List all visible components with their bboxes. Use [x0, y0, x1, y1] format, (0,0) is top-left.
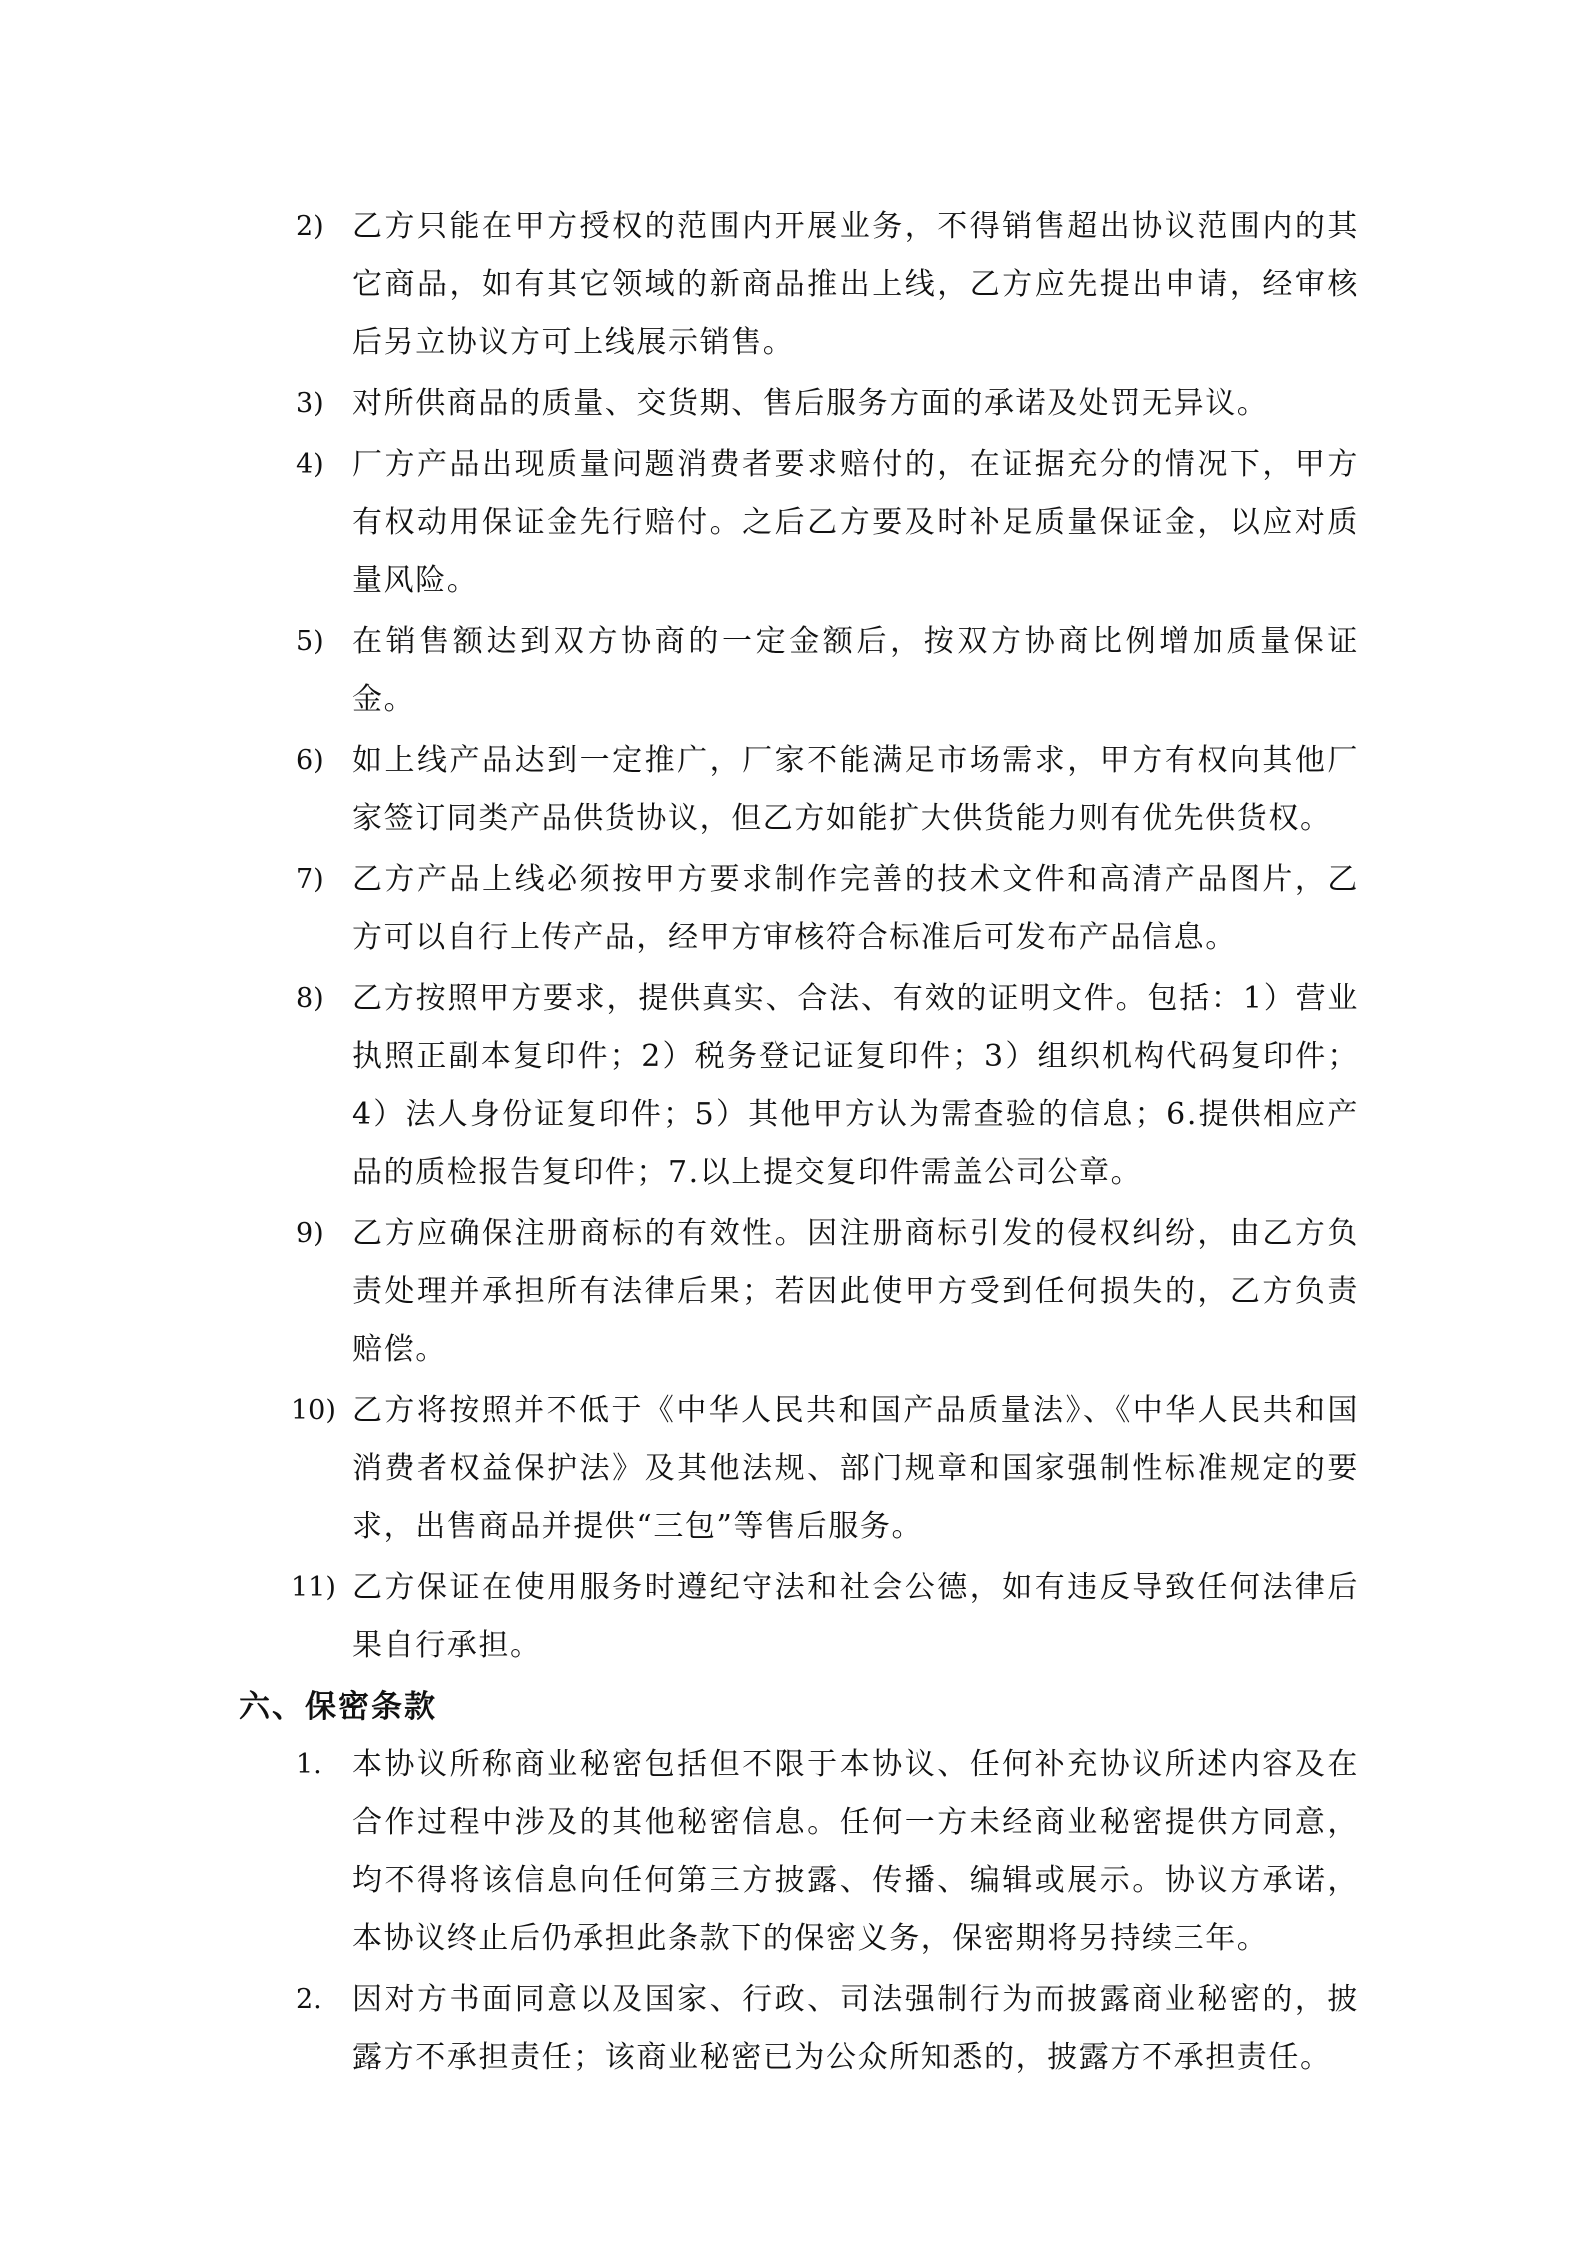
- clause-number: 8): [296, 983, 324, 1014]
- clause-text: 在销售额达到双方协商的一定金额后，按双方协商比例增加质量保证金。: [352, 624, 1359, 717]
- clause-item: [239, 198, 1359, 372]
- clause-item: [239, 613, 1359, 729]
- clause-text: 本协议所称商业秘密包括但不限于本协议、任何补充协议所述内容及在合作过程中涉及的其他秘密信息。任何一方未经商业秘密提供方同意，均不得将该信息向任何第三方披露、传播、编辑或展示。协议方承诺，本协议终止后仍承担此条款下的保密义务，保密期将另持续三年。: [352, 1747, 1359, 1956]
- clause-text: 乙方将按照并不低于《中华人民共和国产品质量法》、《中华人民共和国消费者权益保护法》及其他法规、部门规章和国家强制性标准规定的要求，出售商品并提供“三包”等售后服务。: [352, 1393, 1359, 1544]
- clause-number: 6): [296, 745, 324, 776]
- clause-item: [239, 1205, 1359, 1379]
- confidentiality-clause-item: [239, 1971, 1359, 2087]
- clause-item: [239, 970, 1359, 1202]
- clause-text: 因对方书面同意以及国家、行政、司法强制行为而披露商业秘密的，披露方不承担责任；该商业秘密已为公众所知悉的，披露方不承担责任。: [352, 1982, 1359, 2075]
- clause-item: [239, 375, 1359, 433]
- document-body: [239, 198, 1359, 2090]
- clause-number: 5): [296, 626, 324, 657]
- clause-number: 3): [296, 388, 324, 419]
- clause-item: [239, 851, 1359, 967]
- clause-number: 2): [296, 211, 324, 242]
- clause-text: 厂方产品出现质量问题消费者要求赔付的，在证据充分的情况下，甲方有权动用保证金先行赔付。之后乙方要及时补足质量保证金，以应对质量风险。: [352, 447, 1359, 598]
- clause-text: 乙方只能在甲方授权的范围内开展业务，不得销售超出协议范围内的其它商品，如有其它领域的新商品推出上线，乙方应先提出申请，经审核后另立协议方可上线展示销售。: [352, 209, 1359, 360]
- confidentiality-clause-item: [239, 1736, 1359, 1968]
- clause-item: [239, 732, 1359, 848]
- clause-item: [239, 436, 1359, 610]
- clause-number: 10): [291, 1395, 336, 1426]
- clause-text: 乙方产品上线必须按甲方要求制作完善的技术文件和高清产品图片，乙方可以自行上传产品，经甲方审核符合标准后可发布产品信息。: [352, 862, 1359, 955]
- clause-item: [239, 1559, 1359, 1675]
- clause-number: 7): [296, 864, 324, 895]
- clause-text: 对所供商品的质量、交货期、售后服务方面的承诺及处罚无异议。: [352, 386, 1269, 421]
- clause-number: 2.: [296, 1984, 322, 2015]
- section-heading: 六、保密条款: [239, 1689, 437, 1725]
- clause-number: 1.: [296, 1749, 322, 1780]
- clause-text: 如上线产品达到一定推广，厂家不能满足市场需求，甲方有权向其他厂家签订同类产品供货协议，但乙方如能扩大供货能力则有优先供货权。: [352, 743, 1359, 836]
- clause-number: 11): [291, 1572, 336, 1603]
- clause-text: 乙方按照甲方要求，提供真实、合法、有效的证明文件。包括：1）营业执照正副本复印件；2）税务登记证复印件；3）组织机构代码复印件；4）法人身份证复印件；5）其他甲方认为需查验的信息；6.提供相应产品的质检报告复印件；7.以上提交复印件需盖公司公章。: [352, 981, 1359, 1190]
- clause-text: 乙方保证在使用服务时遵纪守法和社会公德，如有违反导致任何法律后果自行承担。: [352, 1570, 1359, 1663]
- clause-number: 9): [296, 1218, 324, 1249]
- clause-item: [239, 1382, 1359, 1556]
- clause-number: 4): [296, 449, 324, 480]
- clause-text: 乙方应确保注册商标的有效性。因注册商标引发的侵权纠纷，由乙方负责处理并承担所有法律后果；若因此使甲方受到任何损失的，乙方负责赔偿。: [352, 1216, 1359, 1367]
